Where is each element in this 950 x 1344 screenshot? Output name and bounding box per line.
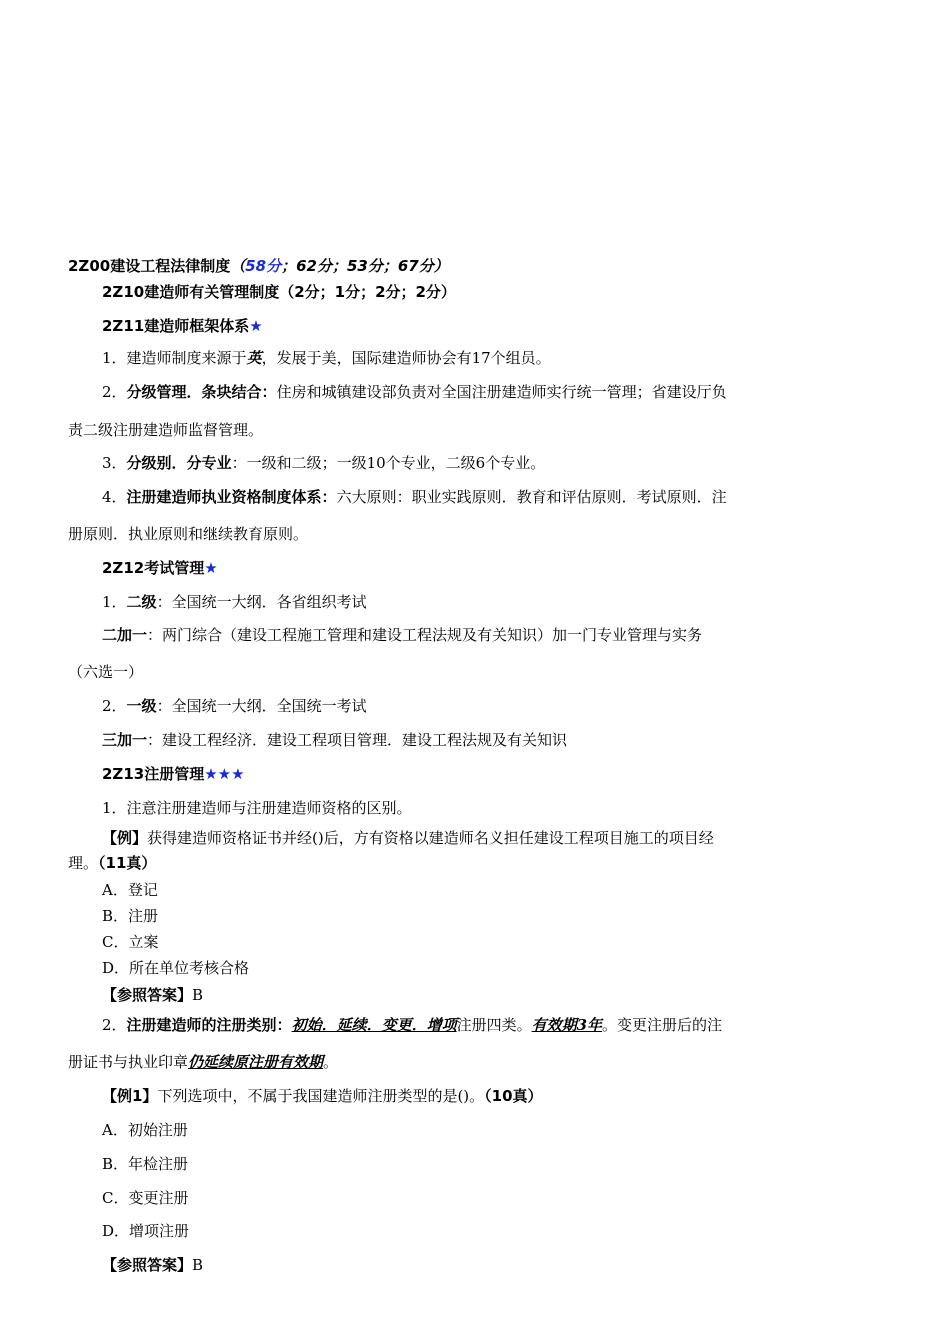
subsection-2z13-heading [102,764,245,784]
text: 六大原则：职业实践原则．教育和评估原则．考试原则．注 [336,488,727,506]
bold-term: 分级管理．条块结合： [126,383,277,401]
star-icon: ★ [204,559,218,577]
answer-value: B [192,1256,204,1274]
text: 获得建造师资格证书并经()后，方有资格以建造师名义担任建设工程项目施工的项目经 [147,829,714,847]
example-1-question [102,828,714,848]
section-heading: 2Z10建造师有关管理制度（2分；1分；2分；2分） [102,283,456,301]
answer-tag: 【参照答案】 [102,986,193,1004]
paragraph-level2 [102,592,367,612]
subsection-title: 2Z12考试管理 [102,559,205,577]
text: ，发展于美，国际建造师协会有17个组员。 [261,349,551,367]
bold-term: 二加一 [102,626,148,644]
source-tag: （10真） [484,1087,543,1105]
subsection-title: 2Z13注册管理 [102,765,205,783]
text: ：全国统一大纲．全国统一考试 [156,697,367,715]
example-tag: 【例1】 [102,1087,158,1105]
text: 1．建造师制度来源于 [102,349,247,367]
paragraph-registration-types [102,1015,722,1035]
text: ：建设工程经济．建设工程项目管理．建设工程法规及有关知识 [147,731,568,749]
bold-term: 一级 [126,697,157,715]
emphasis: 初始．延续．变更．增项 [291,1016,457,1034]
paragraph-management [102,382,727,402]
example-2-option: B．年检注册 [102,1155,189,1173]
subsection-2z11-heading [102,316,263,336]
example-2-option: A．初始注册 [102,1121,188,1139]
example-1-option: A．登记 [102,881,158,899]
item-number: 2． [102,1016,127,1034]
paragraph-management-cont: 责二级注册建造师监督管理。 [68,421,264,439]
text: 。变更注册后的注 [602,1016,723,1034]
text: 。 [323,1053,339,1071]
source-tag: （11真） [98,854,157,872]
bold-term: 三加一 [102,731,148,749]
example-2-option: C．变更注册 [102,1189,189,1207]
subsection-2z12-heading [102,558,218,578]
star-icon: ★ [249,317,263,335]
paragraph-distinction: 1．注意注册建造师与注册建造师资格的区别。 [102,799,412,817]
star-icon: ★★★ [204,765,245,783]
paragraph-level1 [102,696,367,716]
chapter-title: 2Z00建设工程法律制度 [68,257,231,275]
scores-rest: ；62分；53分；67分） [281,257,449,275]
paragraph-system-cont: 册原则．执业原则和继续教育原则。 [68,525,309,543]
paragraph-levels [102,453,545,473]
item-number: 4． [102,488,127,506]
example-1-option: B．注册 [102,907,159,925]
text: 册证书与执业印章 [68,1053,189,1071]
paragraph-three-plus-one [102,730,567,750]
item-number: 2． [102,383,127,401]
example-tag: 【例】 [102,829,148,847]
bold-term: 注册建造师执业资格制度体系： [126,488,337,506]
text: ：一级和二级；一级10个专业，二级6个专业。 [231,454,546,472]
emphasis: 英 [246,349,262,367]
bold-term: 二级 [126,593,157,611]
answer-tag: 【参照答案】 [102,1256,193,1274]
score-highlight: 58分 [245,257,282,275]
text: 理。 [68,854,99,872]
example-2-answer [102,1255,203,1275]
text: 住房和城镇建设部负责对全国注册建造师实行统一管理；省建设厅负 [276,383,727,401]
item-number: 2． [102,697,127,715]
example-1-answer [102,985,203,1005]
paragraph-system [102,487,727,507]
bold-term: 分级别．分专业 [126,454,232,472]
text: ：全国统一大纲．各省组织考试 [156,593,367,611]
bold-term: 注册建造师的注册类别： [126,1016,292,1034]
item-number: 3． [102,454,127,472]
paragraph-two-plus-one [102,625,702,645]
text: ：两门综合（建设工程施工管理和建设工程法规及有关知识）加一门专业管理与实务 [147,626,703,644]
text: 下列选项中，不属于我国建造师注册类型的是()。 [157,1087,485,1105]
paragraph-registration-types-cont [68,1052,338,1072]
scores-open: （ [230,257,246,275]
emphasis: 有效期3年 [531,1016,603,1034]
emphasis: 仍延续原注册有效期 [188,1053,324,1071]
answer-value: B [192,986,204,1004]
paragraph-two-plus-one-cont: （六选一） [68,663,144,681]
chapter-heading [68,256,449,276]
example-1-question-cont [68,853,156,873]
example-2-option: D．增项注册 [102,1222,190,1240]
subsection-title: 2Z11建造师框架体系 [102,317,250,335]
example-2-question [102,1086,543,1106]
item-number: 1． [102,593,127,611]
text: 注册四类。 [456,1016,532,1034]
example-1-option: D．所在单位考核合格 [102,959,250,977]
paragraph-origin [102,348,551,368]
example-1-option: C．立案 [102,933,159,951]
